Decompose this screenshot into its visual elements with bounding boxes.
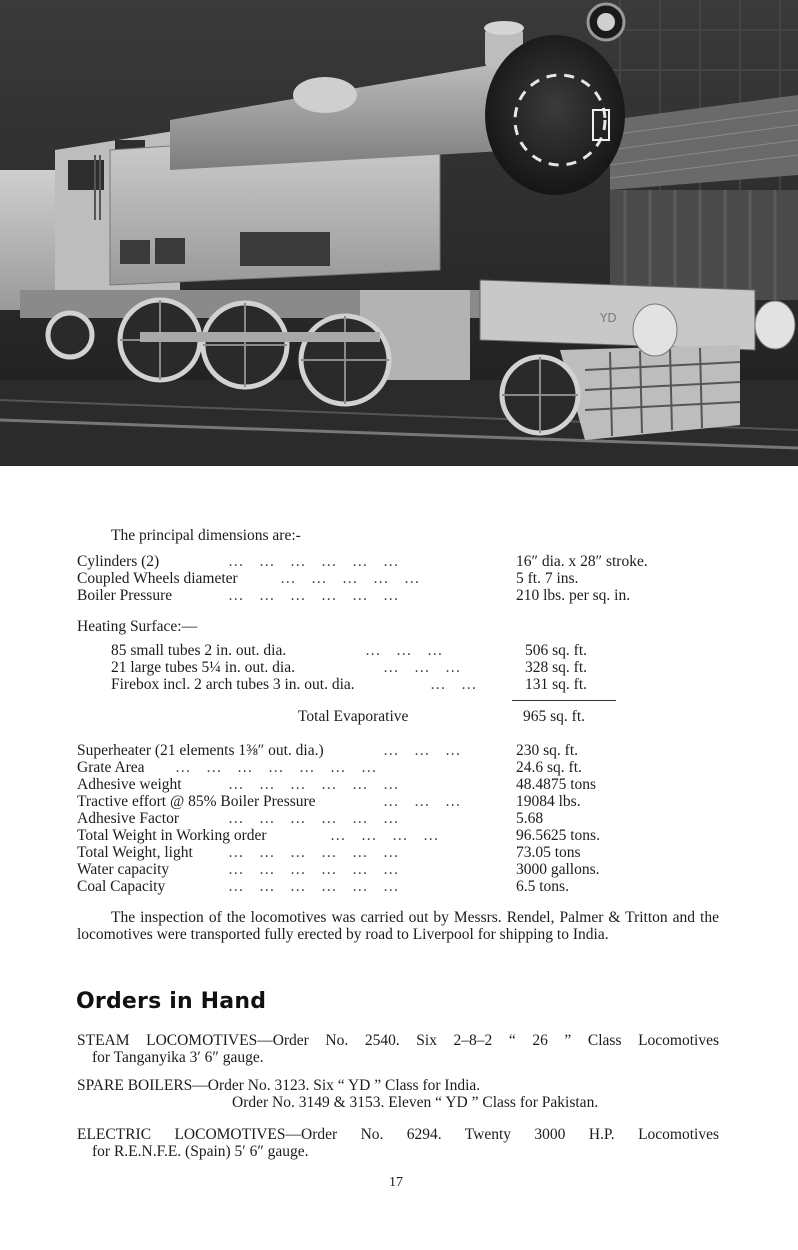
sum-rule [512,700,616,701]
total-evaporative-value: 965 sq. ft. [523,708,585,725]
spec-label: Superheater (21 elements 1⅜″ out. dia.) [77,742,324,759]
order-steam [77,1032,719,1066]
spec-value: 48.4875 tons [516,776,597,793]
spec-value: 230 sq. ft. [516,742,578,759]
dot-leader: … … … [383,742,461,759]
spec-value: 3000 gallons. [516,861,600,878]
dot-leader: … … … … … … [228,587,399,604]
dot-leader: … … [430,676,477,693]
spec-label: Adhesive Factor [77,810,180,827]
spec-value: 73.05 tons [516,844,581,861]
smokebox-plate: YD [600,311,617,325]
dimensions-intro: The principal dimensions are:- [111,527,301,544]
spec-label: Adhesive weight [77,776,182,793]
dot-leader: … … … … … … [228,861,399,878]
dimension-label: Coupled Wheels diameter [77,570,238,587]
inspection-text: The inspection of the locomotives was carried out by Messrs. Rendel, Palmer & Tritton and the locomotives were transported fully erected by road to Liverpool for shipping to India. [77,909,719,943]
dot-leader: … … … … … … [228,553,399,570]
heating-label: 21 large tubes 5¼ in. out. dia. [111,659,295,676]
spec-value: 24.6 sq. ft. [516,759,582,776]
spec-label: Total Weight in Working order [77,827,267,844]
dimension-value: 16″ dia. x 28″ stroke. [516,553,648,570]
heating-value: 328 sq. ft. [525,659,587,676]
orders-heading: Orders in Hand [76,989,267,1014]
order-line: for R.E.N.F.E. (Spain) 5′ 6″ gauge. [92,1143,309,1160]
spec-label: Water capacity [77,861,170,878]
heating-value: 506 sq. ft. [525,642,587,659]
order-line: STEAM LOCOMOTIVES—Order No. 2540. Six 2–8–2 “ 26 ” Class Locomotives [77,1032,719,1049]
dimension-value: 5 ft. 7 ins. [516,570,579,587]
spec-value: 19084 lbs. [516,793,581,810]
dot-leader: … … … … … … [228,844,399,861]
inspection-paragraph [77,909,719,943]
locomotive-illustration [0,0,798,466]
dimension-label: Boiler Pressure [77,587,173,604]
order-line: for Tanganyika 3′ 6″ gauge. [92,1049,264,1066]
dimension-label: Cylinders (2) [77,553,160,570]
dot-leader: … … … … … … … [175,759,377,776]
spec-value: 6.5 tons. [516,878,569,895]
dimension-value: 210 lbs. per sq. in. [516,587,631,604]
spec-label: Tractive effort @ 85% Boiler Pressure [77,793,316,810]
heating-value: 131 sq. ft. [525,676,587,693]
spec-value: 5.68 [516,810,544,827]
locomotive-photo [0,0,798,466]
dot-leader: … … … … … … [228,776,399,793]
dot-leader: … … … [383,793,461,810]
dot-leader: … … … … … [280,570,420,587]
heating-label: 85 small tubes 2 in. out. dia. [111,642,287,659]
spec-label: Total Weight, light [77,844,193,861]
order-line: SPARE BOILERS—Order No. 3123. Six “ YD ” Class for India. [77,1077,481,1094]
dot-leader: … … … [365,642,443,659]
spec-label: Coal Capacity [77,878,166,895]
order-line: ELECTRIC LOCOMOTIVES—Order No. 6294. Twenty 3000 H.P. Locomotives [77,1126,719,1143]
order-boilers [77,1077,719,1111]
spec-value: 96.5625 tons. [516,827,600,844]
total-evaporative-label: Total Evaporative [298,708,409,725]
spec-label: Grate Area [77,759,145,776]
dot-leader: … … … … … … [228,878,399,895]
heating-surface-title: Heating Surface:— [77,618,198,635]
order-electric [77,1126,719,1160]
page-number: 17 [389,1175,403,1190]
dot-leader: … … … [383,659,461,676]
dot-leader: … … … … [330,827,439,844]
dot-leader: … … … … … … [228,810,399,827]
heating-label: Firebox incl. 2 arch tubes 3 in. out. dia. [111,676,355,693]
order-line: Order No. 3149 & 3153. Eleven “ YD ” Class for Pakistan. [232,1094,599,1111]
